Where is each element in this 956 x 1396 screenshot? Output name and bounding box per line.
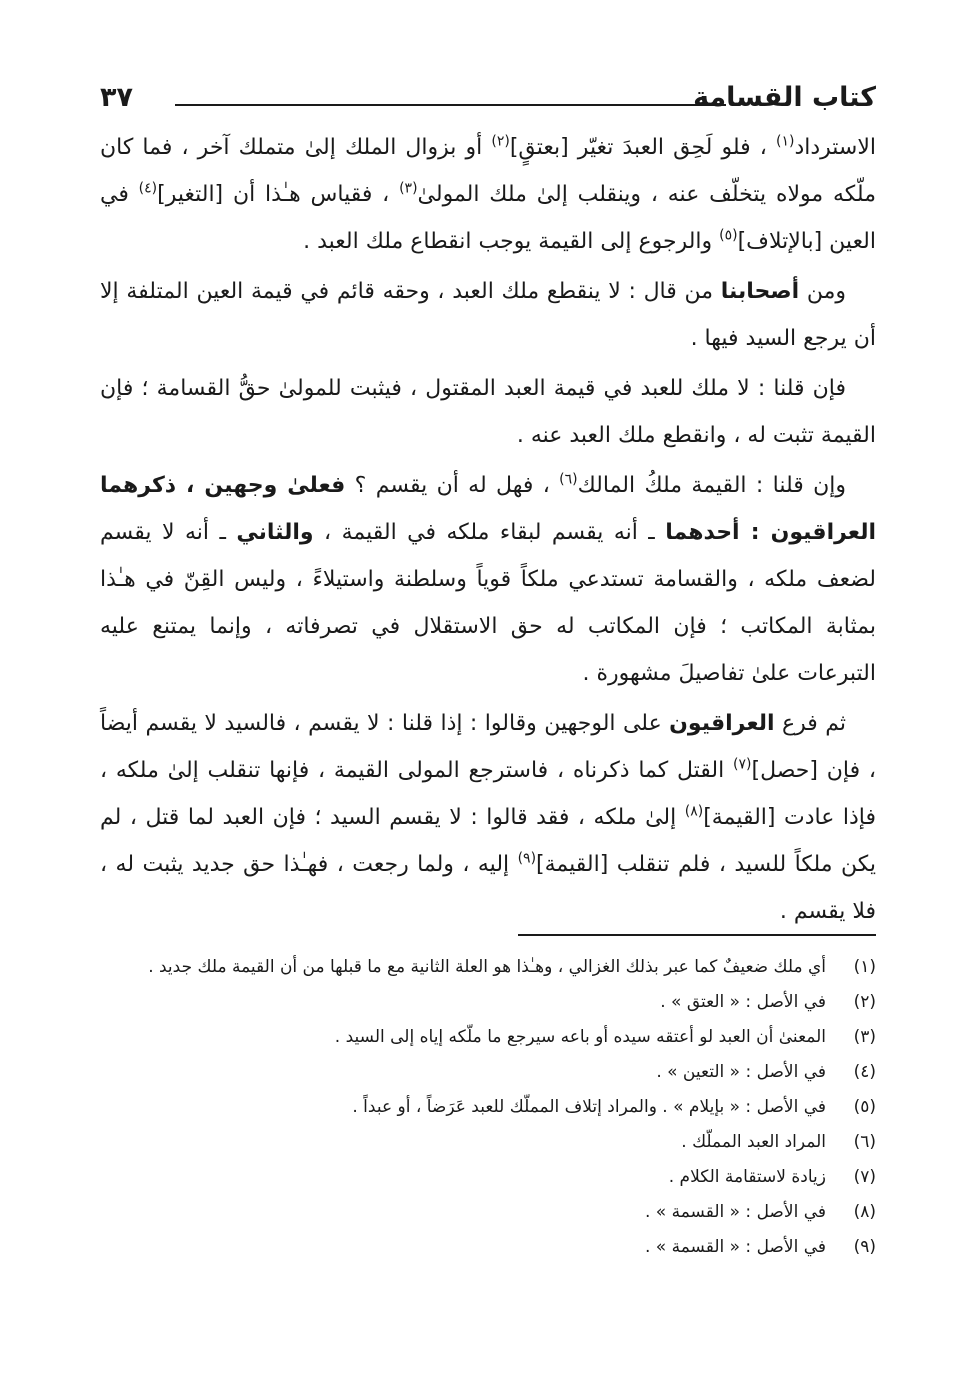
bold-text: والثاني	[236, 520, 314, 545]
footnote-number: (٧)	[853, 1167, 876, 1187]
footnote-number: (٨)	[853, 1202, 876, 1222]
footnote-separator	[518, 934, 876, 936]
paragraph	[100, 462, 876, 697]
footnote-ref: (٨)	[684, 803, 704, 820]
footnote-text: في الأصل : « بإيلام » . والمراد إتلاف المملّك للعبد عَرَضاً ، أو عبداً .	[352, 1097, 826, 1117]
text-run: والرجوع إلى القيمة يوجب انقطاع ملك العبد .	[303, 229, 720, 254]
chapter-title: كتاب القسامة	[693, 82, 876, 113]
footnote-text: المراد العبد المملّك .	[681, 1132, 826, 1152]
text-run: ، فلو لَحِق العبدَ تغيّر [بعتقٍ]	[509, 135, 776, 160]
text-run: على الوجهين وقالوا : إذا قلنا : لا يقسم ، فالسيد لا يقسم أيضاً ، فإن [حصل]	[100, 711, 876, 783]
footnote-text: في الأصل : « العتق » .	[660, 992, 826, 1012]
footnote-text: في الأصل : « القسمة » .	[645, 1237, 826, 1257]
footnote-number: (٥)	[853, 1097, 876, 1117]
footnote	[100, 952, 876, 982]
page-number: ٣٧	[100, 82, 133, 113]
footnote-ref: (٢)	[491, 133, 510, 150]
running-header	[100, 78, 876, 118]
footnote-ref: (٤)	[138, 180, 158, 197]
text-run: من قال : لا ينقطع ملك العبد ، وحقه قائم في قيمة العين المتلفة إلا أن يرجع السيد فيها .	[100, 279, 876, 351]
paragraph	[100, 700, 876, 935]
text-run: فإن قلنا : لا ملك للعبد في قيمة العبد المقتول ، فيثبت للمولىٰ حقُّ القسامة ؛ فإن القيمة تثبت له ، وانقطع ملك العبد عنه .	[100, 376, 876, 448]
footnote-ref: (٥)	[719, 227, 738, 244]
footnote-number: (٢)	[853, 992, 876, 1012]
footnote-text: المعنىٰ أن العبد لو أعتقه سيده أو باعه سيرجع ما ملّكه إياه إلى السيد .	[334, 1027, 826, 1047]
footnote	[100, 1022, 876, 1052]
footnote-text: في الأصل : « القسمة » .	[645, 1202, 826, 1222]
footnote-text: في الأصل : « التعين » .	[656, 1062, 826, 1082]
bold-text: العراقيون	[669, 711, 775, 736]
footnote-ref: (٧)	[733, 756, 752, 773]
footnotes	[100, 952, 876, 1267]
text-run: ، فهل له أن يقسم ؟	[345, 473, 560, 498]
footnote-number: (٤)	[853, 1062, 876, 1082]
footnote-number: (١)	[853, 957, 876, 977]
footnote	[100, 1232, 876, 1262]
footnote-number: (٩)	[853, 1237, 876, 1257]
footnote	[100, 1092, 876, 1122]
footnote-ref: (٦)	[559, 471, 578, 488]
text-run: إليه ، ولما رجعت ، فهـٰذا حق جديد يثبت له ، فلا يقسم .	[100, 852, 876, 924]
footnote	[100, 987, 876, 1017]
footnote-ref: (٣)	[399, 180, 418, 197]
text-run: القتل كما ذكرناه ، فاسترجع المولى القيمة ، فإنها تنقلب إلىٰ ملكه ، فإذا عادت [القيمة]	[100, 758, 876, 830]
text-run: الاسترداد	[794, 135, 877, 160]
footnote	[100, 1127, 876, 1157]
footnote	[100, 1162, 876, 1192]
paragraph	[100, 268, 876, 362]
text-run: ثم فرع	[774, 711, 846, 736]
text-run: ـ أنه يقسم لبقاء ملكه في القيمة ،	[313, 520, 666, 545]
footnote-ref: (٩)	[517, 850, 537, 867]
header-rule	[175, 104, 726, 106]
footnote	[100, 1197, 876, 1227]
footnote-number: (٦)	[853, 1132, 876, 1152]
text-run: في العين [بالإتلاف]	[100, 182, 876, 254]
footnote-ref: (١)	[775, 133, 795, 150]
text-run: أو بزوال الملك إلىٰ متملك آخر ، فما كان ملّكه مولاه يتخلّف عنه ، وينقلب إلىٰ ملك المولىٰ	[100, 135, 876, 207]
text-run: إلىٰ ملكه ، فقد قالوا : لا يقسم السيد ؛ فإن العبد لما قتل ، لم يكن ملكاً للسيد ، فلم تنقلب [القيمة]	[100, 805, 876, 877]
bold-text: أصحابنا	[720, 279, 800, 304]
paragraph	[100, 124, 876, 265]
footnote-text: زيادة لاستقامة الكلام .	[668, 1167, 826, 1187]
text-run: وإن قلنا : القيمة ملكُ المالك	[577, 473, 846, 498]
paragraph	[100, 365, 876, 459]
footnote-number: (٣)	[853, 1027, 876, 1047]
text-run: ، فقياس هـٰذا أن [التغير]	[157, 182, 400, 207]
footnote-text: أي ملك ضعيفٌ كما عبر بذلك الغزالي ، وهـٰذا هو العلة الثانية مع ما قبلها من أن القيمة ملك جديد .	[148, 957, 826, 977]
bold-text: فعلىٰ وجهين ، ذكرهما العراقيون : أحدهما	[100, 473, 877, 545]
text-run: ـ أنه لا يقسم لضعف ملكه ، والقسامة تستدعي ملكاً قوياً وسلطنة واستيلاءً ، وليس القِنّ في هـٰذا بمثابة المكاتب ؛ فإن المكاتب له حق الاستقلال في تصرفاته ، وإنما يمتنع عليه التبرعات علىٰ تفاصيلَ مشهورة .	[100, 520, 876, 686]
main-text	[100, 124, 876, 938]
footnote	[100, 1057, 876, 1087]
text-run: ومن	[799, 279, 846, 304]
